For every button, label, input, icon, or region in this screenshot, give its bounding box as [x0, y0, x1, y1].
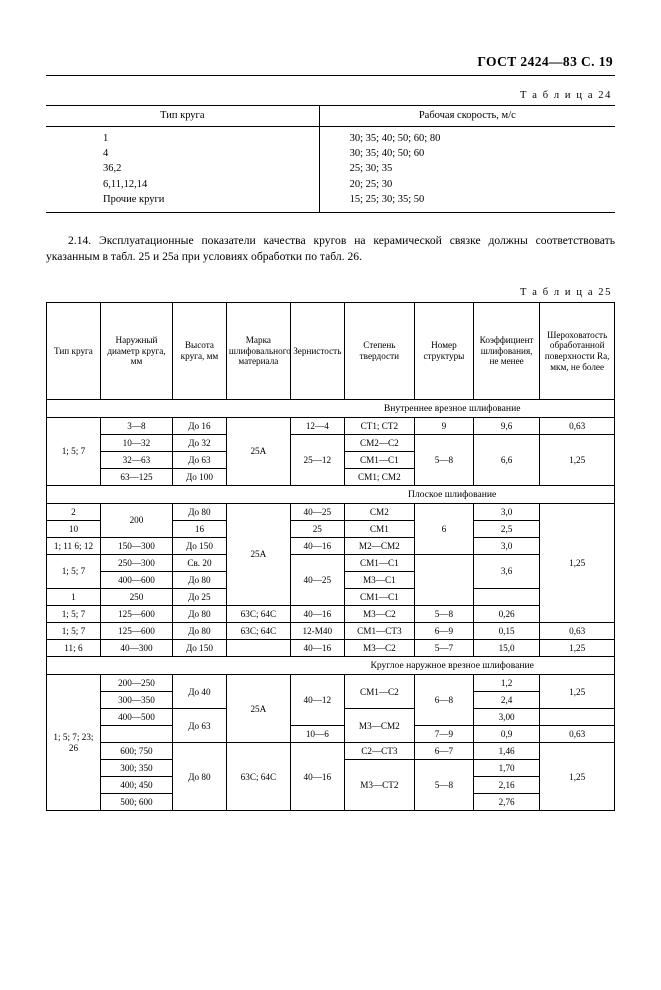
- table-row: 300; 350 М3—СТ2 5—8 1,70: [47, 760, 615, 777]
- table-row: 300—350 2,4: [47, 692, 615, 709]
- table-row: 400—600 До 80 М3—С1: [47, 572, 615, 589]
- th-roughness: Шероховатость обработанной поверхности Ra, мкм, не более: [540, 303, 615, 400]
- section-title-row: [47, 657, 615, 675]
- table-row: 1; 5; 7 3—8 До 16 25А 12—4 СТ1; СТ2 9 9,6 0,63: [47, 418, 615, 435]
- table-row: 500; 600 2,76: [47, 794, 615, 811]
- th-hardness: Степень твердости: [344, 303, 414, 400]
- table-24-speeds: 30; 35; 40; 50; 60; 80 30; 35; 40; 50; 60 25; 30; 35 20; 25; 30 15; 25; 30; 35; 50: [319, 127, 615, 213]
- table-24-col-speed: Рабочая скорость, м/с: [319, 106, 615, 127]
- section-title: Плоское шлифование: [290, 486, 614, 504]
- table-24: [46, 105, 615, 213]
- table-row: 63—125 До 100 СМ1; СМ2: [47, 469, 615, 486]
- header-divider: [46, 75, 615, 76]
- table-25: [46, 302, 615, 811]
- table-row: 11; 6 40—300 До 150 40—16 М3—С2 5—7 15,0 1,25: [47, 640, 615, 657]
- table-row: 10 16 25 СМ1 2,5: [47, 521, 615, 538]
- table-row: 1; 5; 7; 23; 26 200—250 До 40 25А 40—12 СМ1—С2 6—8 1,2 1,25: [47, 675, 615, 692]
- table-row: 1; 5; 7 125—600 До 80 63С; 64С 12-М40 СМ1—СТ3 6—9 0,15 0,63: [47, 623, 615, 640]
- table-row: 1; 5; 7 125—600 До 80 63С; 64С 40—16 М3—С2 5—8 0,26: [47, 606, 615, 623]
- table-row: 10—32 До 32 25—12 СМ2—С2 5—8 6,6 1,25: [47, 435, 615, 452]
- table-row: 1; 5; 7 250—300 Св. 20 40—25 СМ1—С1 3,6: [47, 555, 615, 572]
- table-row: 1 250 До 25 СМ1—С1: [47, 589, 615, 606]
- table-row: 32—63 До 63 СМ1—С1: [47, 452, 615, 469]
- paragraph-2-14: 2.14. Эксплуатационные показатели качества кругов на керамической связке должны соответствовать указанным в табл. 25 и 25а при условиях обработки по табл. 26.: [46, 234, 615, 264]
- table-row: 10—6 7—9 0,9 0,63: [47, 726, 615, 743]
- section-title: Круглое наружное врезное шлифование: [290, 657, 614, 675]
- table-24-caption: Т а б л и ц а 24: [519, 90, 612, 101]
- table-24-header-row: [46, 106, 615, 127]
- table-row: 400; 450 2,16: [47, 777, 615, 794]
- table-row: 1; 11 6; 12 150—300 До 150 40—16 М2—СМ2 3,0: [47, 538, 615, 555]
- section-title: Внутреннее врезное шлифование: [290, 400, 614, 418]
- table-row: 400—500 До 63 М3—СМ2 3,00: [47, 709, 615, 726]
- th-structure-number: Номер структуры: [414, 303, 473, 400]
- table-24-types: 1 4 36,2 6,11,12,14 Прочие круги: [103, 133, 165, 205]
- th-outer-diameter: Наружный диаметр круга, мм: [100, 303, 172, 400]
- table-row: [46, 127, 615, 213]
- table-25-header-row: [47, 303, 615, 400]
- table-24-col-type: Тип круга: [46, 106, 319, 127]
- th-material-brand: Марка шлифовального материала: [226, 303, 290, 400]
- table-row: 600; 750 До 80 63С; 64С 40—16 С2—СТ3 6—7 1,46 1,25: [47, 743, 615, 760]
- th-height: Высота круга, мм: [173, 303, 227, 400]
- document-page: [0, 54, 661, 990]
- section-title-row: [47, 400, 615, 418]
- table-row: 2 200 До 80 25А 40—25 СМ2 6 3,0 1,25: [47, 504, 615, 521]
- table-25-caption: Т а б л и ц а 25: [519, 287, 612, 299]
- th-grinding-coefficient: Коэффициент шлифования, не менее: [473, 303, 539, 400]
- th-type: Тип круга: [47, 303, 101, 400]
- section-title-row: [47, 486, 615, 504]
- page-header: ГОСТ 2424—83 С. 19: [477, 54, 613, 69]
- th-grain: Зернистость: [290, 303, 344, 400]
